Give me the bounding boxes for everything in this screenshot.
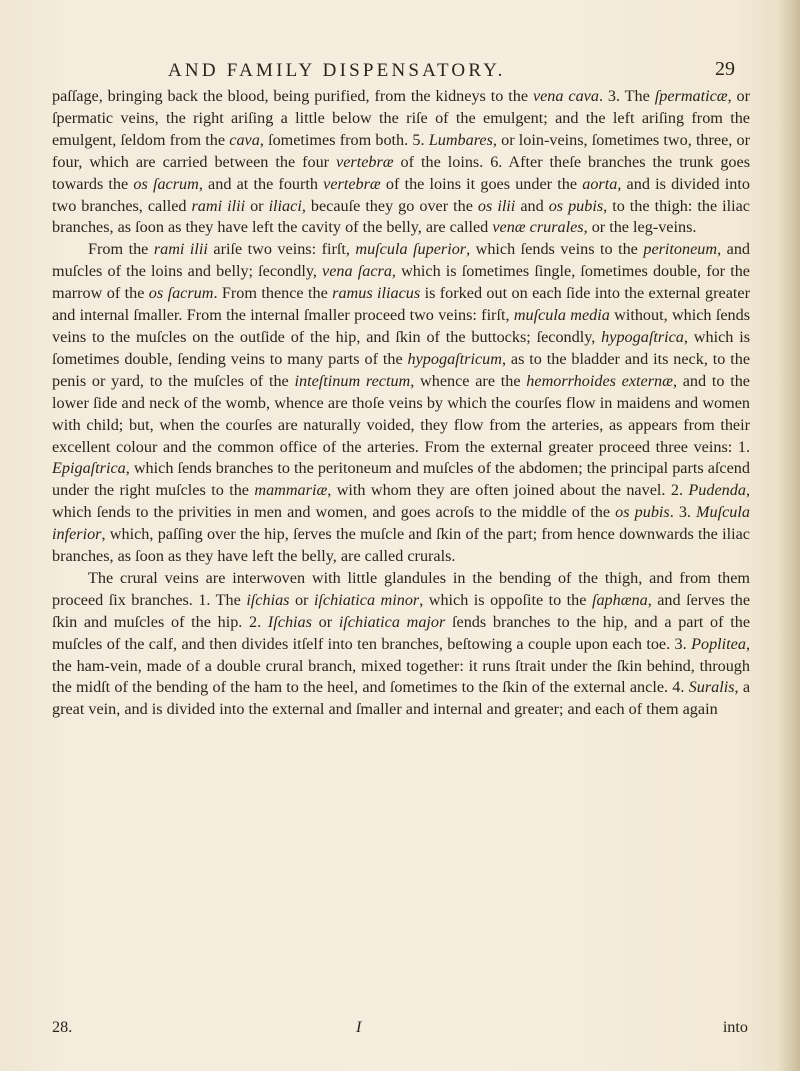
- text-run: , which is ſometimes ſingle, ſometimes double, for the marrow of the: [52, 262, 750, 303]
- text-run: , the ham-vein, made of a double crural branch, mixed together: it runs ſtrait under the ſkin behind, through the midſt of the bending of the ham to the heel, and ſometimes to the ſkin of the external ancle. 4.: [52, 634, 750, 697]
- italic-term: muſcula media: [513, 306, 610, 325]
- paragraph: [52, 239, 750, 568]
- text-run: , or loin-veins, ſometimes two, three, or four, which are carried between the four: [52, 130, 751, 171]
- italic-term: Pudenda: [688, 481, 746, 500]
- page-number: 29: [715, 58, 735, 80]
- text-run: ariſe two veins: firſt,: [207, 240, 356, 259]
- italic-term: os pubis: [615, 503, 670, 522]
- italic-term: vena cava: [532, 87, 599, 105]
- text-run: . From thence the: [213, 284, 333, 303]
- italic-term: ſaphæna: [591, 590, 648, 609]
- italic-term: muſcula ſuperior: [355, 240, 467, 259]
- italic-term: rami ilii: [153, 240, 208, 259]
- italic-term: Lumbares: [428, 130, 493, 149]
- page-header: [168, 60, 748, 82]
- text-run: , which is ſometimes double, ſending veins to many parts of the: [52, 327, 750, 368]
- page-footer: [52, 1018, 750, 1042]
- text-run: , and to the lower ſide and neck of the womb, whence are thoſe veins by which the courſes flow in maidens and women with child; but, when the courſes are naturally voided, they flow from the arteries, as appears from their excellent colour and the common office of the arteries. From the external greater proceed three veins: 1.: [52, 371, 750, 456]
- italic-term: vena ſacra: [322, 262, 392, 281]
- text-run: , which ſends branches to the peritoneum and muſcles of the abdomen; the principal parts aſcend under the right muſcles to the: [52, 459, 750, 500]
- italic-term: mammariæ: [254, 481, 328, 500]
- italic-term: aorta: [582, 174, 618, 193]
- text-run: , which ſends veins to the: [466, 240, 644, 259]
- italic-term: vertebræ: [323, 174, 381, 193]
- italic-term: cava: [229, 130, 260, 149]
- text-run: From the: [88, 240, 154, 259]
- text-run: of the loins it goes under the: [380, 174, 583, 193]
- italic-term: rami ilii: [191, 196, 246, 215]
- text-run: or: [311, 612, 339, 631]
- italic-term: Suralis: [688, 678, 735, 697]
- text-run: , whence are the: [410, 371, 527, 390]
- italic-term: os ſacrum: [133, 174, 199, 193]
- italic-term: Poplitea: [691, 634, 746, 653]
- text-run: , which ſends to the privities in men and women, and goes acroſs to the middle of the: [52, 481, 750, 522]
- text-run: without, which ſends veins to the muſcles on the outſide of the hip, and ſkin of the buttocks; ſecondly,: [52, 306, 750, 346]
- text-run: . 3.: [669, 503, 697, 522]
- italic-term: peritoneum: [643, 240, 718, 259]
- italic-term: ſpermaticæ: [654, 87, 728, 105]
- text-run: , becauſe they go over the: [301, 196, 478, 215]
- text-run: , as to the bladder and its neck, to the penis or yard, to the muſcles of the: [52, 349, 751, 390]
- italic-term: os ilii: [477, 196, 516, 215]
- paragraph: [52, 568, 750, 721]
- text-run: or: [245, 196, 269, 215]
- gathering-mark: I: [356, 1018, 362, 1036]
- text-run: , which is oppoſite to the: [419, 590, 592, 609]
- italic-term: iſchiatica major: [338, 612, 446, 631]
- italic-term: Iſchias: [267, 612, 312, 631]
- body-text: [52, 86, 750, 721]
- text-run: , and is divided into two branches, called: [52, 174, 750, 215]
- italic-term: hypogaſtricum: [407, 349, 502, 368]
- text-run: , and at the fourth: [198, 174, 324, 193]
- italic-term: iſchiatica minor: [313, 590, 420, 609]
- signature-mark: 28.: [52, 1018, 73, 1036]
- italic-term: inteſtinum rectum: [294, 371, 411, 390]
- text-run: and: [515, 196, 549, 215]
- italic-term: Epigaſtrica: [52, 459, 126, 478]
- text-run: , or the leg-veins.: [583, 218, 697, 237]
- italic-term: iliaci: [268, 196, 302, 215]
- page-edge-shadow: [778, 0, 800, 1071]
- text-run: , a great vein, and is divided into the external and ſmaller and internal and greater; and each of them again: [52, 678, 751, 719]
- italic-term: hypogaſtrica: [601, 327, 684, 346]
- italic-term: os pubis: [548, 196, 604, 215]
- italic-term: iſchias: [246, 590, 290, 609]
- italic-term: hemorrhoides externæ: [526, 371, 673, 390]
- text-run: . 3. The: [598, 87, 655, 105]
- text-run: ſends branches to the hip, and a part of the muſcles of the calf, and then divides itſelf into ten branches, beſtowing a couple upon each toe. 3.: [52, 612, 751, 653]
- text-run: , which, paſſing over the hip, ſerves the muſcle and ſkin of the part; from hence downwards the iliac branches, as ſoon as they have left the belly, are called crurals.: [52, 525, 750, 566]
- text-run: , or ſpermatic veins, the right ariſing a little below the riſe of the emulgent; and the left ariſing from the emulgent, ſeldom from the: [52, 87, 751, 149]
- paragraph: [52, 86, 750, 239]
- text-run: , with whom they are often joined about the navel. 2.: [327, 481, 689, 500]
- italic-term: venæ crurales: [492, 218, 584, 237]
- text-run: , and ſerves the ſkin and muſcles of the hip. 2.: [52, 590, 751, 631]
- text-run: paſſage, bringing back the blood, being purified, from the kidneys to the: [52, 87, 533, 105]
- text-run: or: [289, 590, 314, 609]
- italic-term: ramus iliacus: [332, 284, 421, 303]
- text-run: The crural veins are interwoven with little glandules in the bending of the thigh, and from them proceed ſix branches. 1. The: [52, 568, 750, 609]
- text-run: is forked out on each ſide into the external greater and internal ſmaller. From the internal ſmaller proceed two veins: firſt,: [52, 284, 750, 325]
- text-run: of the loins. 6. After theſe branches the trunk goes towards the: [52, 152, 750, 193]
- italic-term: Muſcula inferior: [52, 503, 750, 544]
- italic-term: vertebræ: [336, 152, 394, 171]
- italic-term: os ſacrum: [148, 284, 214, 303]
- text-run: , to the thigh: the iliac branches, as ſoon as they have left the cavity of the belly, are called: [52, 196, 750, 237]
- catchword: into: [722, 1018, 748, 1036]
- running-title: AND FAMILY DISPENSATORY.: [168, 60, 506, 81]
- text-run: , and muſcles of the loins and belly; ſecondly,: [52, 240, 751, 281]
- text-run: , ſometimes from both. 5.: [259, 130, 429, 149]
